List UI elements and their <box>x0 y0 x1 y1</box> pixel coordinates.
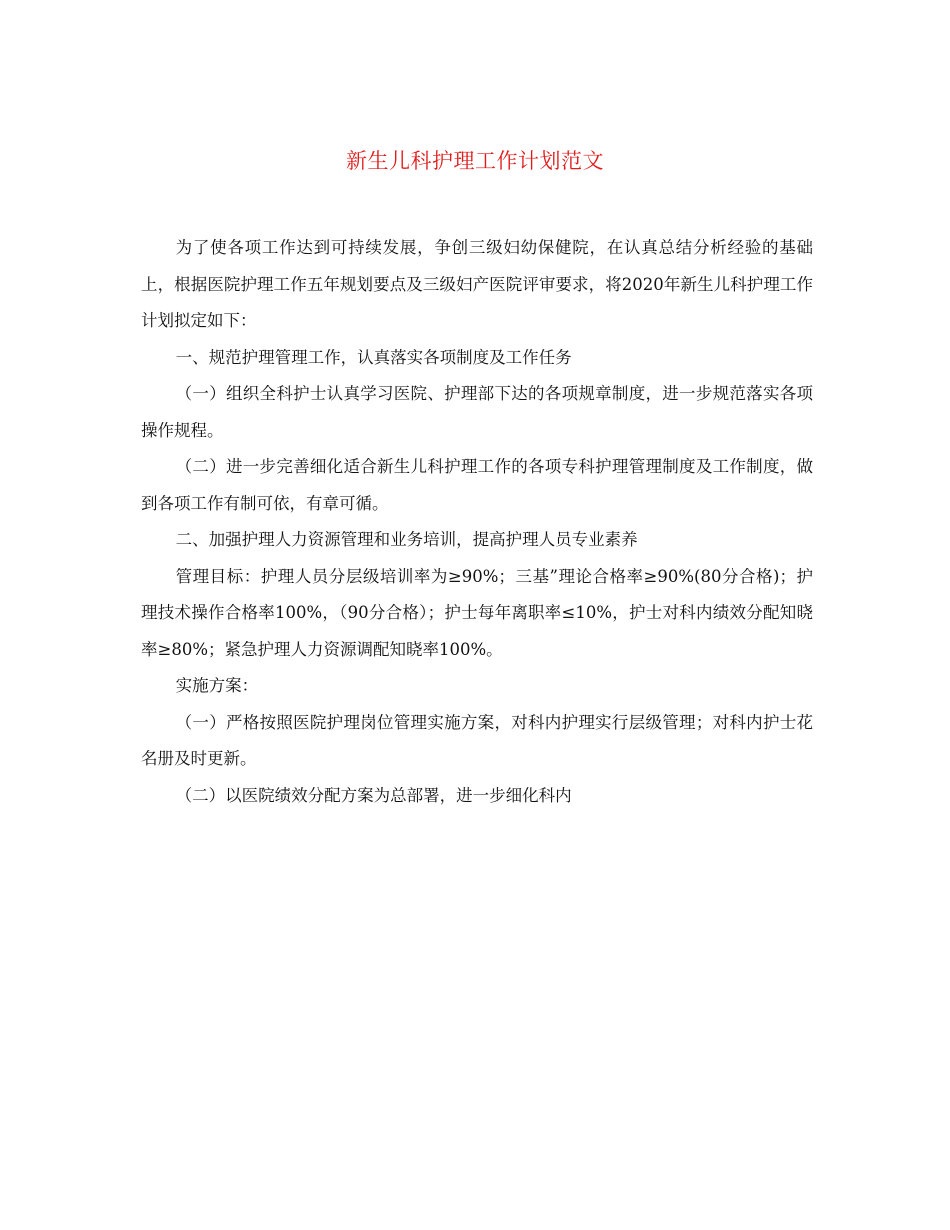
section-heading-2: 二、加强护理人力资源管理和业务培训，提高护理人员专业素养 <box>175 530 638 549</box>
section-heading-1: 一、规范护理管理工作，认真落实各项制度及工作任务 <box>175 347 572 367</box>
paragraph-2-2: （二）以医院绩效分配方案为总部署，进一步细化科内 <box>175 785 572 805</box>
paragraph-2-1: （一）严格按照医院护理岗位管理实施方案，对科内护理实行层级管理；对科内护士花名册及时更新。 <box>141 712 813 768</box>
document-body <box>141 230 813 814</box>
paragraph-1-1: （一）组织全科护士认真学习医院、护理部下达的各项规章制度，进一步规范落实各项操作规程。 <box>141 384 813 440</box>
paragraph-implementation-heading: 实施方案： <box>175 676 259 695</box>
paragraph-intro: 为了使各项工作达到可持续发展，争创三级妇幼保健院，在认真总结分析经验的基础上，根据医院护理工作五年规划要点及三级妇产医院评审要求，将2020年新生儿科护理工作计划拟定如下： <box>141 238 813 330</box>
paragraph-management-goals: 管理目标：护理人员分层级培训率为≥90%；三基”理论合格率≥90%(80分合格)；护理技术操作合格率100%，（90分合格）；护士每年离职率≤10%，护士对科内绩效分配知晓率≥80%；紧急护理人力资源调配知晓率100%。 <box>141 566 813 659</box>
paragraph-1-2: （二）进一步完善细化适合新生儿科护理工作的各项专科护理管理制度及工作制度，做到各项工作有制可依，有章可循。 <box>141 457 813 513</box>
document-title: 新生儿科护理工作计划范文 <box>346 149 604 173</box>
